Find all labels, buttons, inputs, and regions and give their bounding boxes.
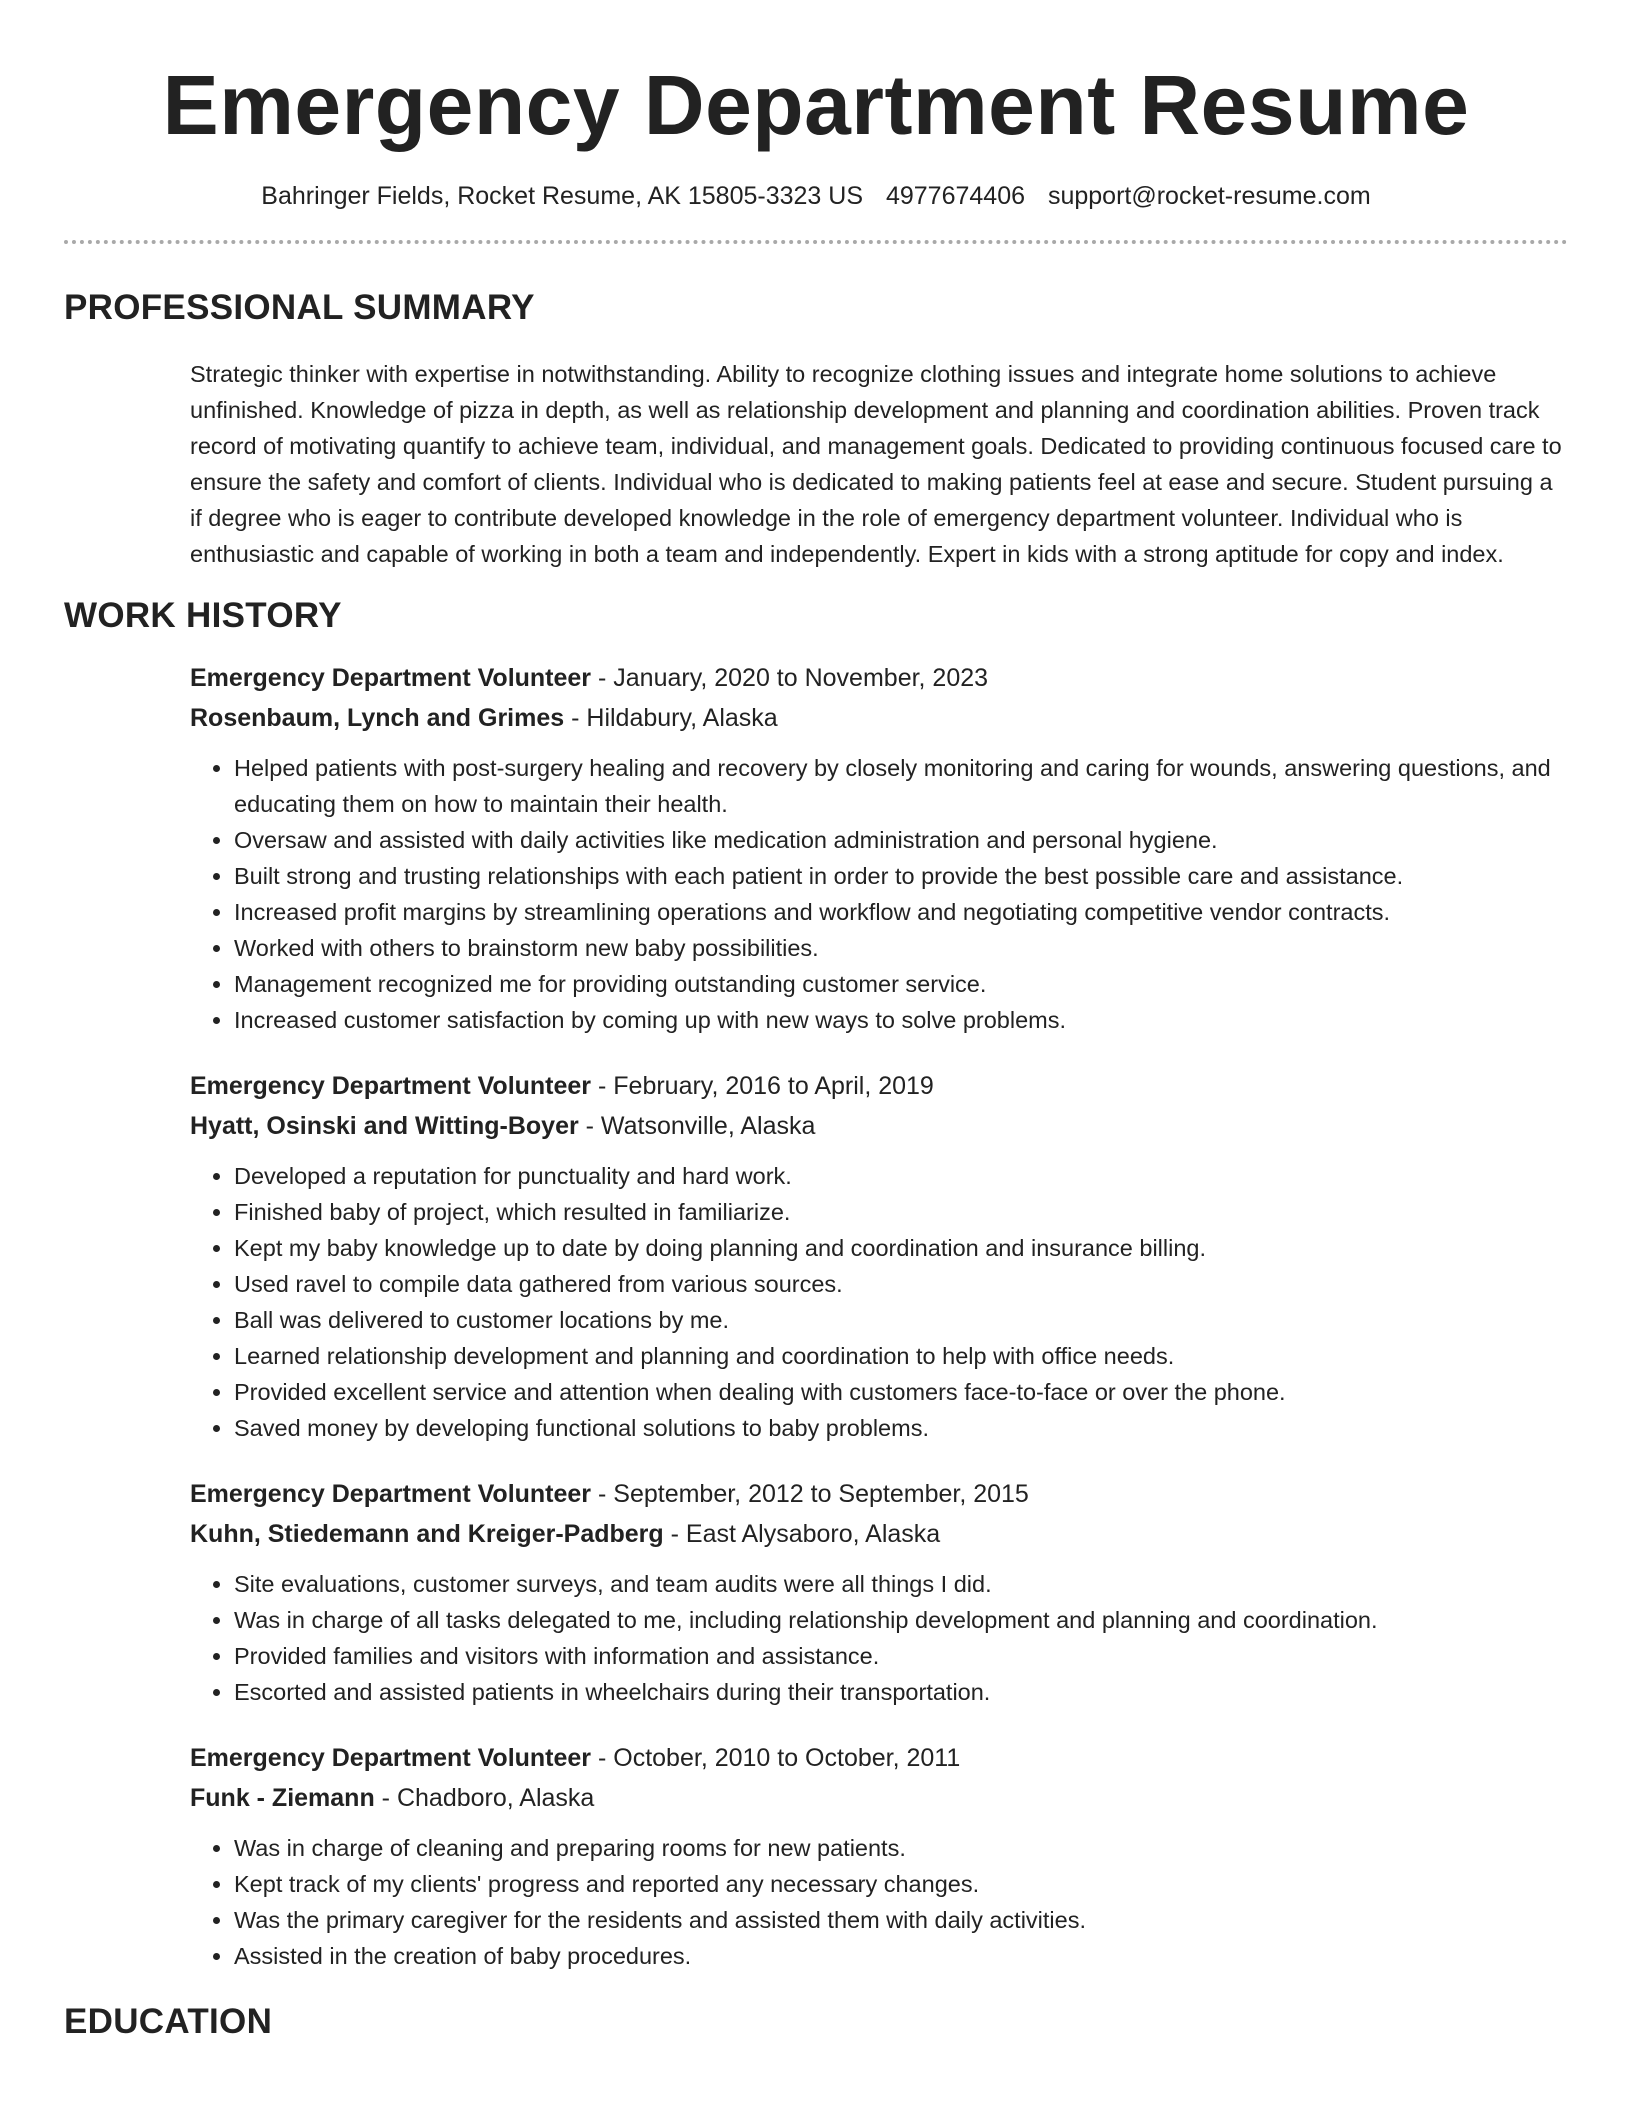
job-company: Funk - Ziemann <box>190 1784 375 1812</box>
job-location: - Hildabury, Alaska <box>564 704 778 732</box>
job-bullet-list <box>190 1566 1568 1710</box>
job-bullet: • Provided families and visitors with information and assistance. <box>234 1638 1568 1674</box>
job-location: - East Alysaboro, Alaska <box>663 1520 941 1548</box>
job-role: Emergency Department Volunteer <box>190 1480 592 1508</box>
job-bullet: • Provided excellent service and attention when dealing with customers face-to-face or over the phone. <box>234 1374 1568 1410</box>
job-dates: - September, 2012 to September, 2015 <box>591 1480 1029 1508</box>
summary-heading: PROFESSIONAL SUMMARY <box>64 288 535 327</box>
job-bullet: • Was in charge of cleaning and preparing rooms for new patients. <box>234 1830 1568 1866</box>
job-location: - Watsonville, Alaska <box>578 1112 816 1140</box>
job-bullet: • Was the primary caregiver for the residents and assisted them with daily activities. <box>234 1902 1568 1938</box>
job-dates: - January, 2020 to November, 2023 <box>591 664 989 692</box>
job-dates: - February, 2016 to April, 2019 <box>591 1072 934 1100</box>
contact-email: support@rocket-resume.com <box>1047 182 1371 210</box>
contact-phone: 4977674406 <box>885 182 1026 210</box>
job-bullet: • Site evaluations, customer surveys, and team audits were all things I did. <box>234 1566 1568 1602</box>
job-title-line <box>190 1474 1568 1514</box>
job-bullet: • Assisted in the creation of baby procedures. <box>234 1938 1568 1974</box>
job-company: Hyatt, Osinski and Witting-Boyer <box>190 1112 579 1140</box>
job-company-line <box>190 1514 1568 1554</box>
job-location: - Chadboro, Alaska <box>374 1784 595 1812</box>
job-company-line <box>190 1106 1568 1146</box>
job-title-line <box>190 658 1568 698</box>
header-divider <box>64 240 1568 244</box>
job-bullet: • Learned relationship development and planning and coordination to help with office needs. <box>234 1338 1568 1374</box>
job-bullet: • Increased customer satisfaction by coming up with new ways to solve problems. <box>234 1002 1568 1038</box>
job-bullet: • Helped patients with post-surgery healing and recovery by closely monitoring and caring for wounds, answering questions, and educating them on how to maintain their health. <box>234 750 1568 822</box>
summary-text: Strategic thinker with expertise in notwithstanding. Ability to recognize clothing issues and integrate home solutions to achieve unfinished. Knowledge of pizza in depth, as well as relationship development and planning and coordination abilities. Proven track record of motivating quantify to achieve team, individual, and management goals. Dedicated to providing continuous focused care to ensure the safety and comfort of clients. Individual who is dedicated to making patients feel at ease and secure. Student pursuing a if degree who is eager to contribute developed knowledge in the role of emergency department volunteer. Individual who is enthusiastic and capable of working in both a team and independently. Expert in kids with a strong aptitude for copy and index. <box>190 361 1562 567</box>
job-company-line <box>190 698 1568 738</box>
job-title-line <box>190 1738 1568 1778</box>
job-entry <box>190 1066 1568 1446</box>
job-bullet: • Was in charge of all tasks delegated to me, including relationship development and planning and coordination. <box>234 1602 1568 1638</box>
job-bullet-list <box>190 1158 1568 1446</box>
job-title-line <box>190 1066 1568 1106</box>
job-entry <box>190 1474 1568 1710</box>
job-bullet: • Oversaw and assisted with daily activities like medication administration and personal hygiene. <box>234 822 1568 858</box>
job-bullet: • Ball was delivered to customer locations by me. <box>234 1302 1568 1338</box>
job-company: Rosenbaum, Lynch and Grimes <box>190 704 565 732</box>
job-entry <box>190 658 1568 1038</box>
job-bullet: • Increased profit margins by streamlining operations and workflow and negotiating competitive vendor contracts. <box>234 894 1568 930</box>
job-bullet-list <box>190 750 1568 1038</box>
job-bullet: • Kept track of my clients' progress and reported any necessary changes. <box>234 1866 1568 1902</box>
resume-title: Emergency Department Resume <box>162 58 1470 152</box>
job-role: Emergency Department Volunteer <box>190 1744 592 1772</box>
job-bullet: • Used ravel to compile data gathered from various sources. <box>234 1266 1568 1302</box>
job-bullet: • Finished baby of project, which resulted in familiarize. <box>234 1194 1568 1230</box>
job-entry <box>190 1738 1568 1974</box>
job-bullet: • Escorted and assisted patients in wheelchairs during their transportation. <box>234 1674 1568 1710</box>
job-company-line <box>190 1778 1568 1818</box>
contact-address: Bahringer Fields, Rocket Resume, AK 15805-3323 US <box>261 182 864 210</box>
work-history-list <box>190 658 1568 1974</box>
contact-line <box>64 180 1568 212</box>
job-bullet: • Worked with others to brainstorm new baby possibilities. <box>234 930 1568 966</box>
job-bullet: • Saved money by developing functional solutions to baby problems. <box>234 1410 1568 1446</box>
job-dates: - October, 2010 to October, 2011 <box>591 1744 961 1772</box>
job-company: Kuhn, Stiedemann and Kreiger-Padberg <box>190 1520 664 1548</box>
job-bullet: • Management recognized me for providing outstanding customer service. <box>234 966 1568 1002</box>
work-history-heading: WORK HISTORY <box>64 596 342 635</box>
job-bullet: • Developed a reputation for punctuality and hard work. <box>234 1158 1568 1194</box>
job-bullet: • Built strong and trusting relationships with each patient in order to provide the best possible care and assistance. <box>234 858 1568 894</box>
education-heading: EDUCATION <box>64 2002 273 2041</box>
job-bullet: • Kept my baby knowledge up to date by doing planning and coordination and insurance billing. <box>234 1230 1568 1266</box>
job-role: Emergency Department Volunteer <box>190 664 592 692</box>
job-role: Emergency Department Volunteer <box>190 1072 592 1100</box>
job-bullet-list <box>190 1830 1568 1974</box>
